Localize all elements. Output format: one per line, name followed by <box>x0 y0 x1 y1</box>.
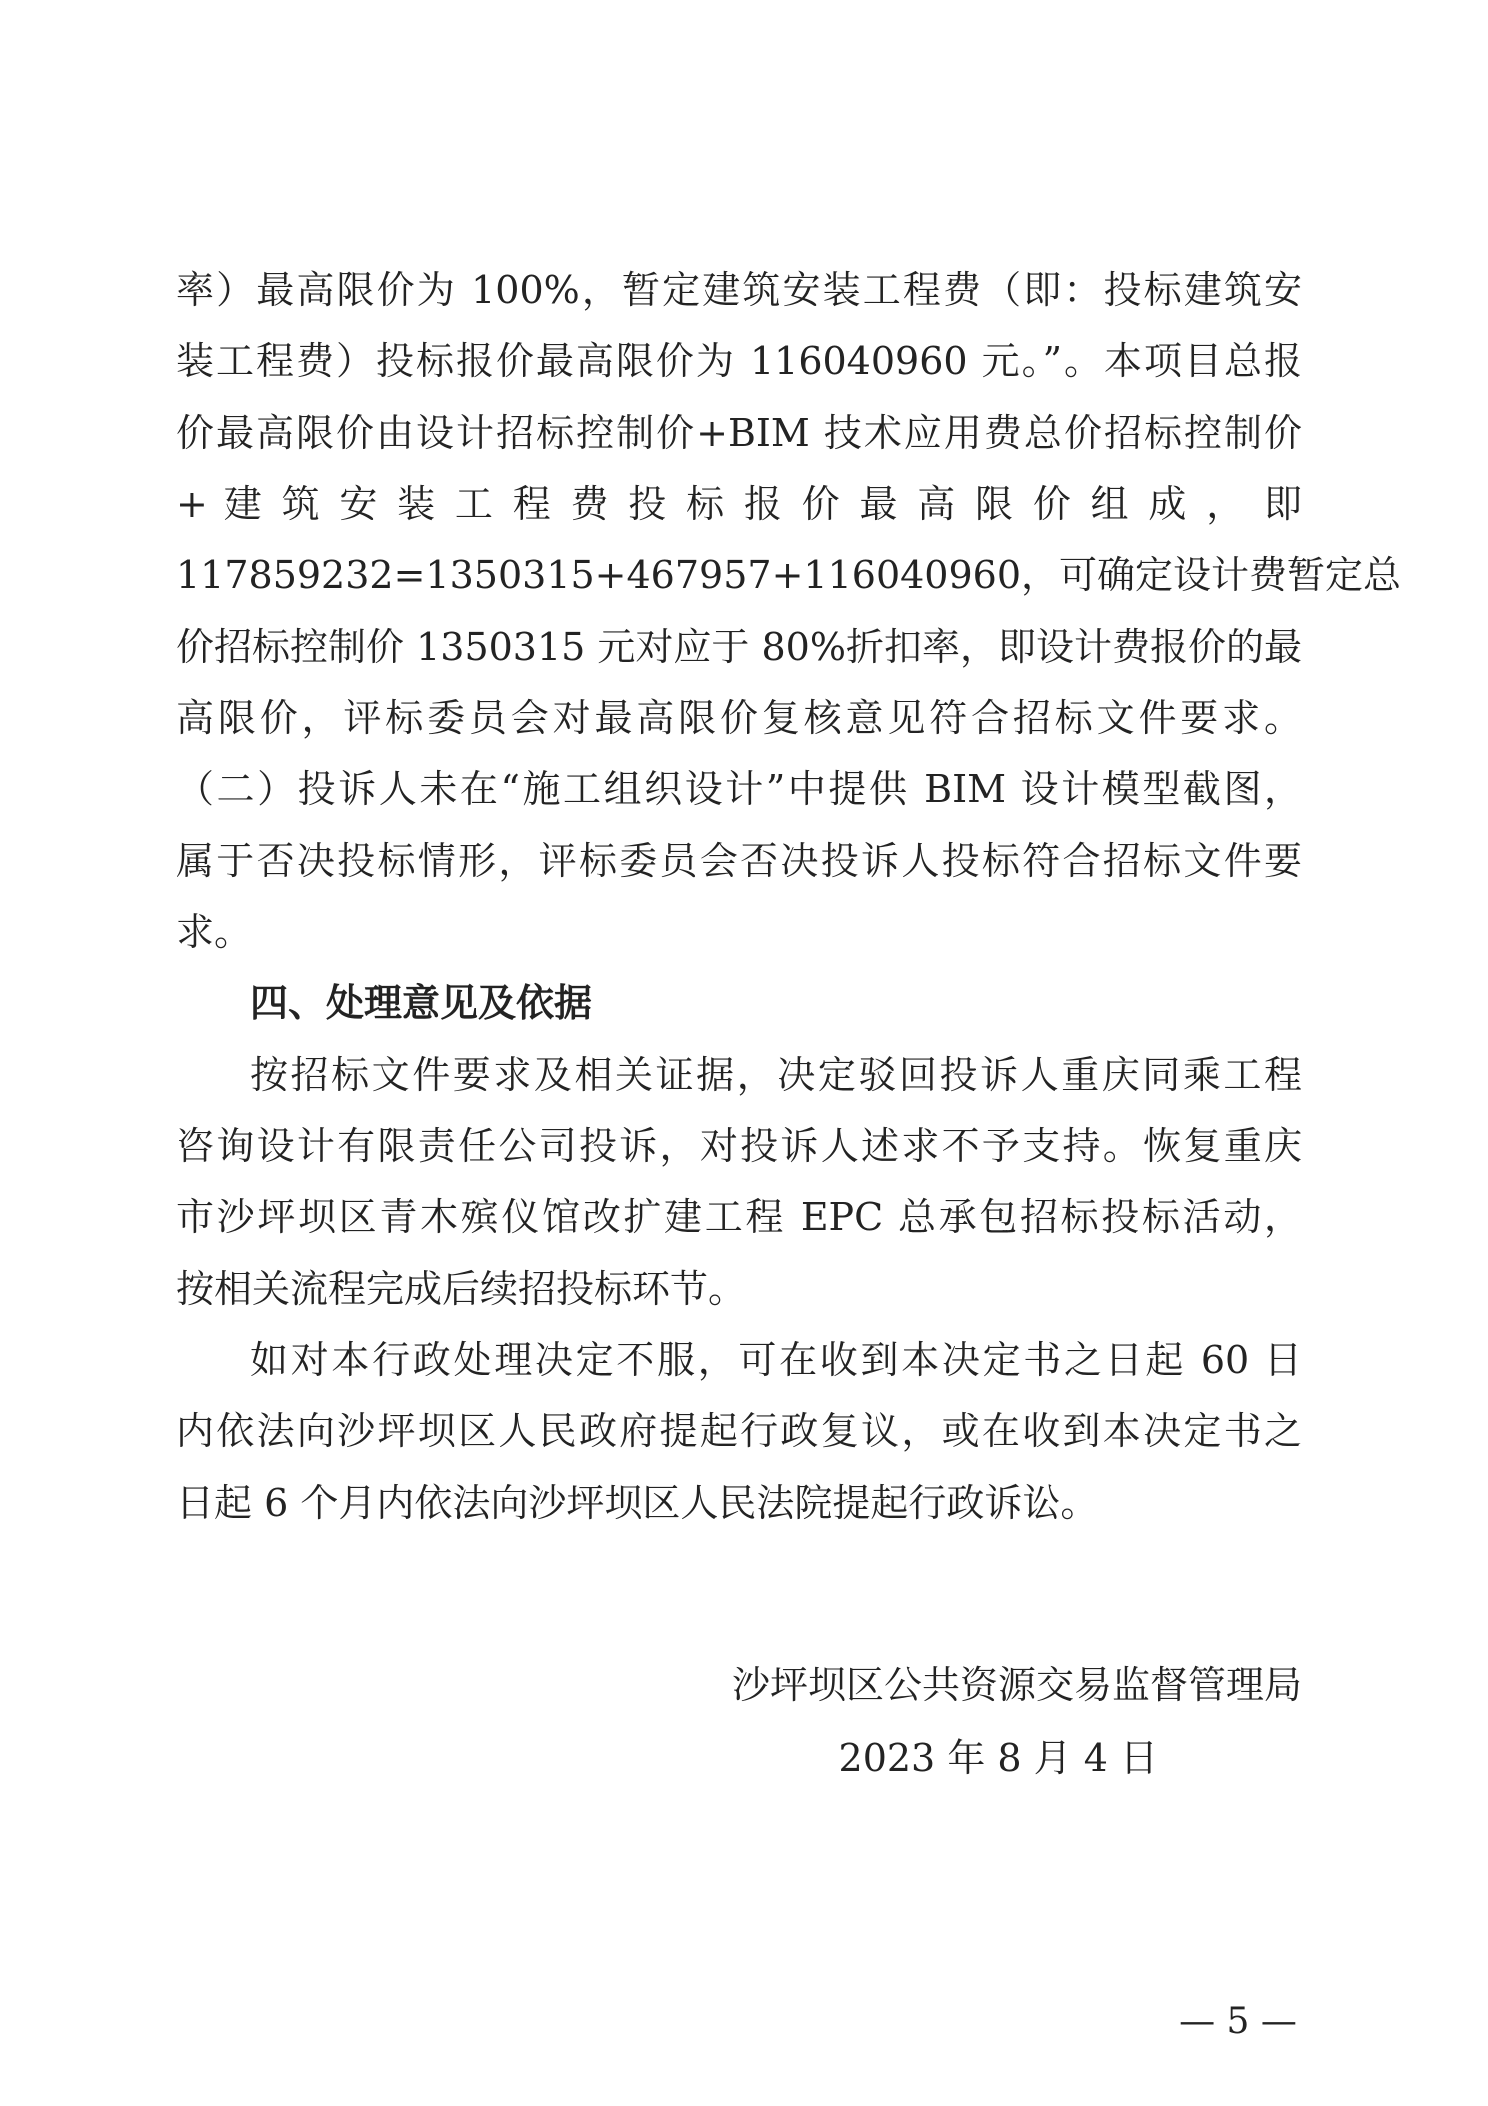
paragraph-line: 市沙坪坝区青木殡仪馆改扩建工程 EPC 总承包招标投标活动， <box>176 1195 1302 1239</box>
signature-organization: 沙坪坝区公共资源交易监督管理局 <box>731 1663 1302 1707</box>
page-number: — 5 — <box>1179 2001 1297 2042</box>
paragraph-line: 日起 6 个月内依法向沙坪坝区人民法院提起行政诉讼。 <box>176 1481 1099 1525</box>
paragraph-line: 价招标控制价 1350315 元对应于 80%折扣率，即设计费报价的最 <box>176 625 1302 669</box>
paragraph-line: 属于否决投标情形，评标委员会否决投诉人投标符合招标文件要 <box>176 839 1302 883</box>
signature-date: 2023 年 8 月 4 日 <box>838 1736 1158 1780</box>
paragraph-line: 咨询设计有限责任公司投诉，对投诉人述求不予支持。恢复重庆 <box>176 1124 1302 1168</box>
paragraph-line: 价最高限价由设计招标控制价+BIM 技术应用费总价招标控制价 <box>176 411 1302 455</box>
paragraph-line: 按相关流程完成后续招投标环节。 <box>176 1267 747 1311</box>
paragraph-line: 内依法向沙坪坝区人民政府提起行政复议，或在收到本决定书之 <box>176 1409 1302 1453</box>
paragraph-line: 117859232=1350315+467957+116040960，可确定设计费暂定总 <box>176 553 1402 597</box>
paragraph-line: + 建 筑 安 装 工 程 费 投 标 报 价 最 高 限 价 组 成 ， 即 <box>176 482 1302 526</box>
paragraph-line: 求。 <box>176 910 253 954</box>
paragraph-line: 如对本行政处理决定不服，可在收到本决定书之日起 60 日 <box>250 1338 1302 1382</box>
section-heading: 四、处理意见及依据 <box>250 981 593 1025</box>
paragraph-line: 装工程费）投标报价最高限价为 116040960 元。”。本项目总报 <box>176 339 1302 383</box>
paragraph-line: 高限价，评标委员会对最高限价复核意见符合招标文件要求。 <box>176 696 1302 740</box>
paragraph-line: 按招标文件要求及相关证据，决定驳回投诉人重庆同乘工程 <box>250 1053 1302 1097</box>
paragraph-line: 率）最高限价为 100%，暂定建筑安装工程费（即：投标建筑安 <box>176 268 1302 312</box>
paragraph-line: （二）投诉人未在“施工组织设计”中提供 BIM 设计模型截图， <box>176 767 1302 811</box>
